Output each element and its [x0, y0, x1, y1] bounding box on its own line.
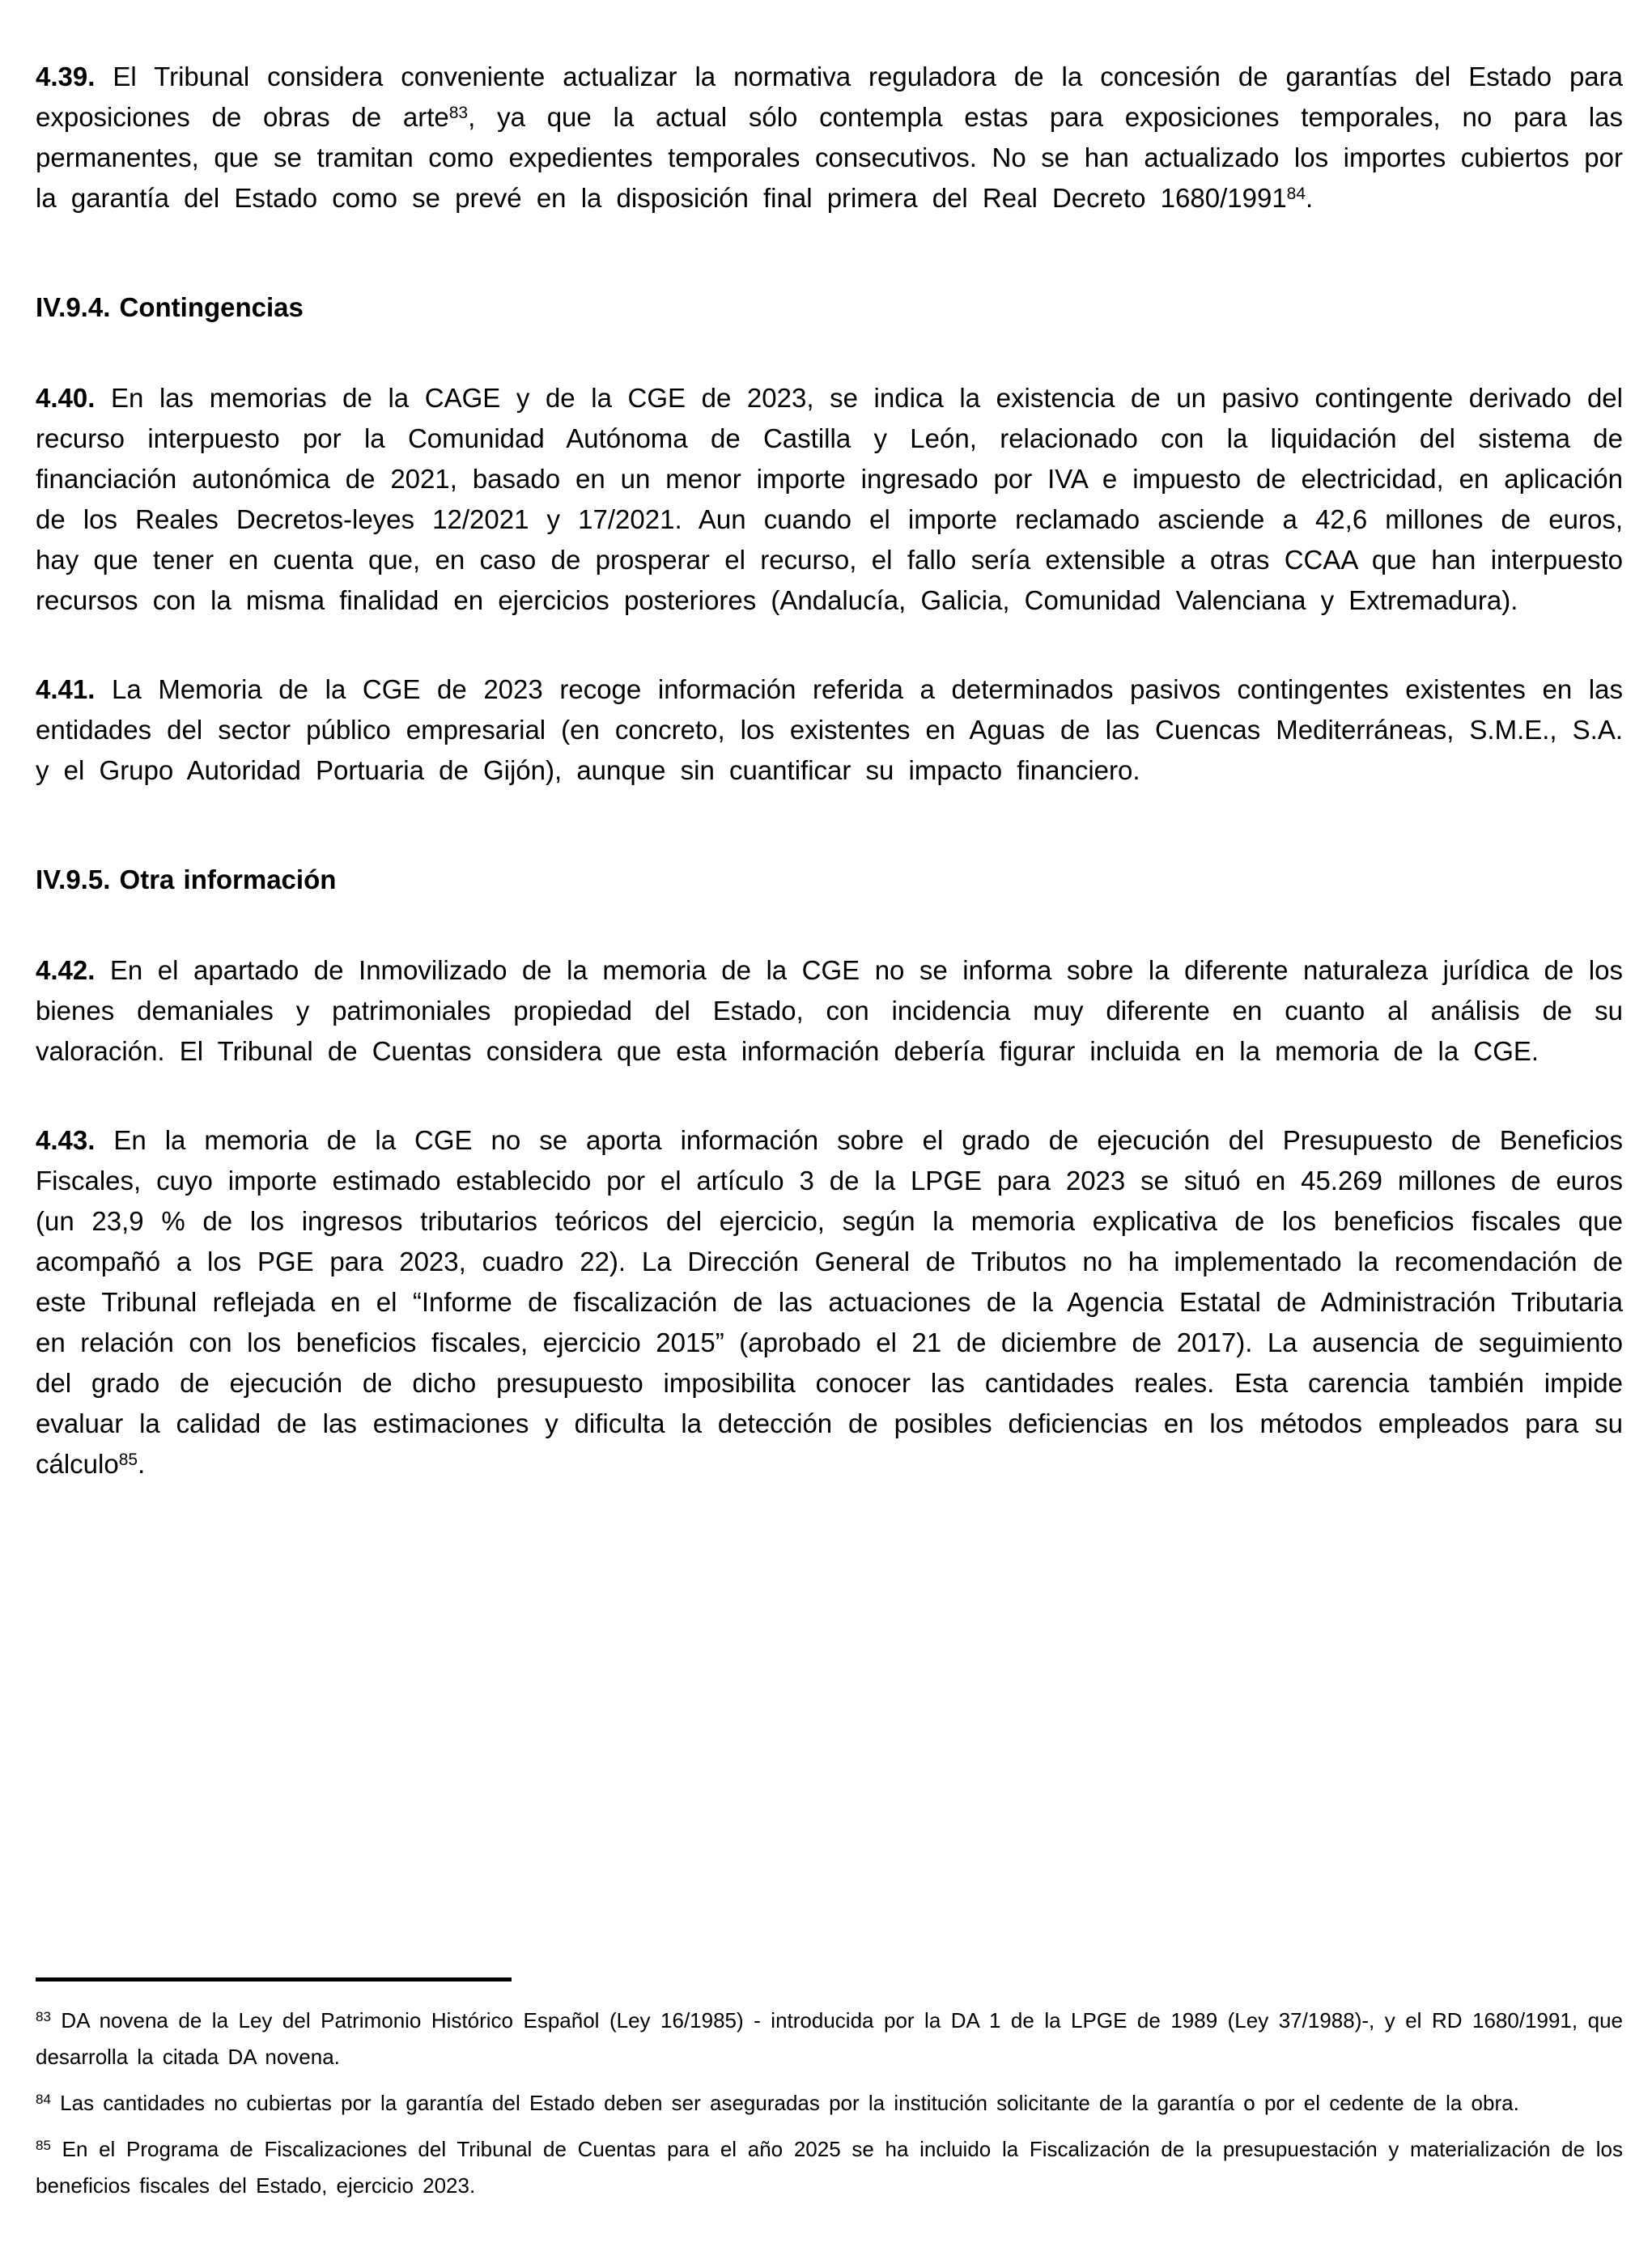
paragraph-text: En la memoria de la CGE no se aporta información sobre el grado de ejecución del Presupuesto de Beneficios Fiscales, cuyo importe estimado establecido por el artículo 3 de la LPGE para 2023 se situó en 45.269 millones de euros (un 23,9 % de los ingresos tributarios teóricos del ejercicio, según la memoria explicativa de los beneficios fiscales que acompañó a los PGE para 2023, cuadro 22). La Dirección General de Tributos no ha implementado la recomendación de este Tribunal reflejada en el “Informe de fiscalización de las actuaciones de la Agencia Estatal de Administración Tributaria en relación con los beneficios fiscales, ejercicio 2015” (aprobado el 21 de diciembre de 2017). La ausencia de seguimiento del grado de ejecución de dicho presupuesto imposibilita conocer las cantidades reales. Esta carencia también impide evaluar la calidad de las estimaciones y dificulta la detección de posibles deficiencias en los métodos empleados para su cálculo	[36, 1125, 1623, 1479]
paragraph-number: 4.40.	[36, 383, 96, 413]
footnote-ref-85: 85	[118, 1450, 138, 1469]
paragraph-text: En el apartado de Inmovilizado de la memoria de la CGE no se informa sobre la diferente naturaleza jurídica de los bienes demaniales y patrimoniales propiedad del Estado, con incidencia muy diferente en cuanto al análisis de su valoración. El Tribunal de Cuentas considera que esta información debería figurar incluida en la memoria de la CGE.	[36, 955, 1623, 1066]
paragraph-4-40	[36, 378, 1623, 621]
footnote-number-83: 83	[36, 2009, 51, 2025]
paragraph-4-43	[36, 1120, 1623, 1485]
footnote-separator-rule	[36, 1977, 512, 1982]
report-body	[36, 57, 1623, 1485]
footnote-ref-84: 84	[1286, 184, 1306, 203]
paragraph-number: 4.43.	[36, 1125, 96, 1155]
paragraph-4-42	[36, 950, 1623, 1072]
footnote-83	[36, 2003, 1623, 2075]
paragraph-number: 4.42.	[36, 955, 96, 985]
paragraph-text: La Memoria de la CGE de 2023 recoge información referida a determinados pasivos contingentes existentes en las entidades del sector público empresarial (en concreto, los existentes en Aguas de las Cuencas Mediterráneas, S.M.E., S.A. y el Grupo Autoridad Portuaria de Gijón), aunque sin cuantificar su impacto financiero.	[36, 674, 1623, 785]
paragraph-number: 4.39.	[36, 62, 96, 91]
footnotes-section	[36, 1977, 1623, 2214]
footnote-text: En el Programa de Fiscalizaciones del Tribunal de Cuentas para el año 2025 se ha incluido la Fiscalización de la presupuestación y materialización de los beneficios fiscales del Estado, ejercicio 2023.	[36, 2137, 1623, 2198]
section-heading-iv-9-4: IV.9.4. Contingencias	[36, 292, 304, 322]
paragraph-text: En las memorias de la CAGE y de la CGE de 2023, se indica la existencia de un pasivo contingente derivado del recurso interpuesto por la Comunidad Autónoma de Castilla y León, relacionado con la liquidación del sistema de financiación autonómica de 2021, basado en un menor importe ingresado por IVA e impuesto de electricidad, en aplicación de los Reales Decretos-leyes 12/2021 y 17/2021. Aun cuando el importe reclamado asciende a 42,6 millones de euros, hay que tener en cuenta que, en caso de prosperar el recurso, el fallo sería extensible a otras CCAA que han interpuesto recursos con la misma finalidad en ejercicios posteriores (Andalucía, Galicia, Comunidad Valenciana y Extremadura).	[36, 383, 1623, 615]
footnote-84	[36, 2085, 1623, 2122]
paragraph-number: 4.41.	[36, 674, 96, 704]
footnote-number-84: 84	[36, 2092, 51, 2108]
paragraph-text: .	[1306, 183, 1314, 213]
footnote-text: DA novena de la Ley del Patrimonio Histórico Español (Ley 16/1985) - introducida por la DA 1 de la LPGE de 1989 (Ley 37/1988)-, y el RD 1680/1991, que desarrolla la citada DA novena.	[36, 2008, 1623, 2069]
paragraph-text: , ya que la actual sólo contempla estas para exposiciones temporales, no para las permanentes, que se tramitan como expedientes temporales consecutivos. No se han actualizado los importes cubiertos por la garantía del Estado como se prevé en la disposición final primera del Real Decreto 1680/1991	[36, 102, 1623, 213]
footnote-ref-83: 83	[448, 103, 469, 122]
footnote-number-85: 85	[36, 2138, 51, 2154]
paragraph-text: El Tribunal considera conveniente actualizar la normativa reguladora de la concesión de garantías del Estado para exposiciones de obras de arte	[36, 62, 1623, 132]
paragraph-4-41	[36, 669, 1623, 791]
paragraph-text: .	[138, 1449, 146, 1479]
paragraph-4-39	[36, 57, 1623, 219]
section-heading-iv-9-5: IV.9.5. Otra información	[36, 864, 337, 894]
footnote-85	[36, 2131, 1623, 2204]
footnote-text: Las cantidades no cubiertas por la garantía del Estado deben ser aseguradas por la institución solicitante de la garantía o por el cedente de la obra.	[50, 2091, 1519, 2115]
